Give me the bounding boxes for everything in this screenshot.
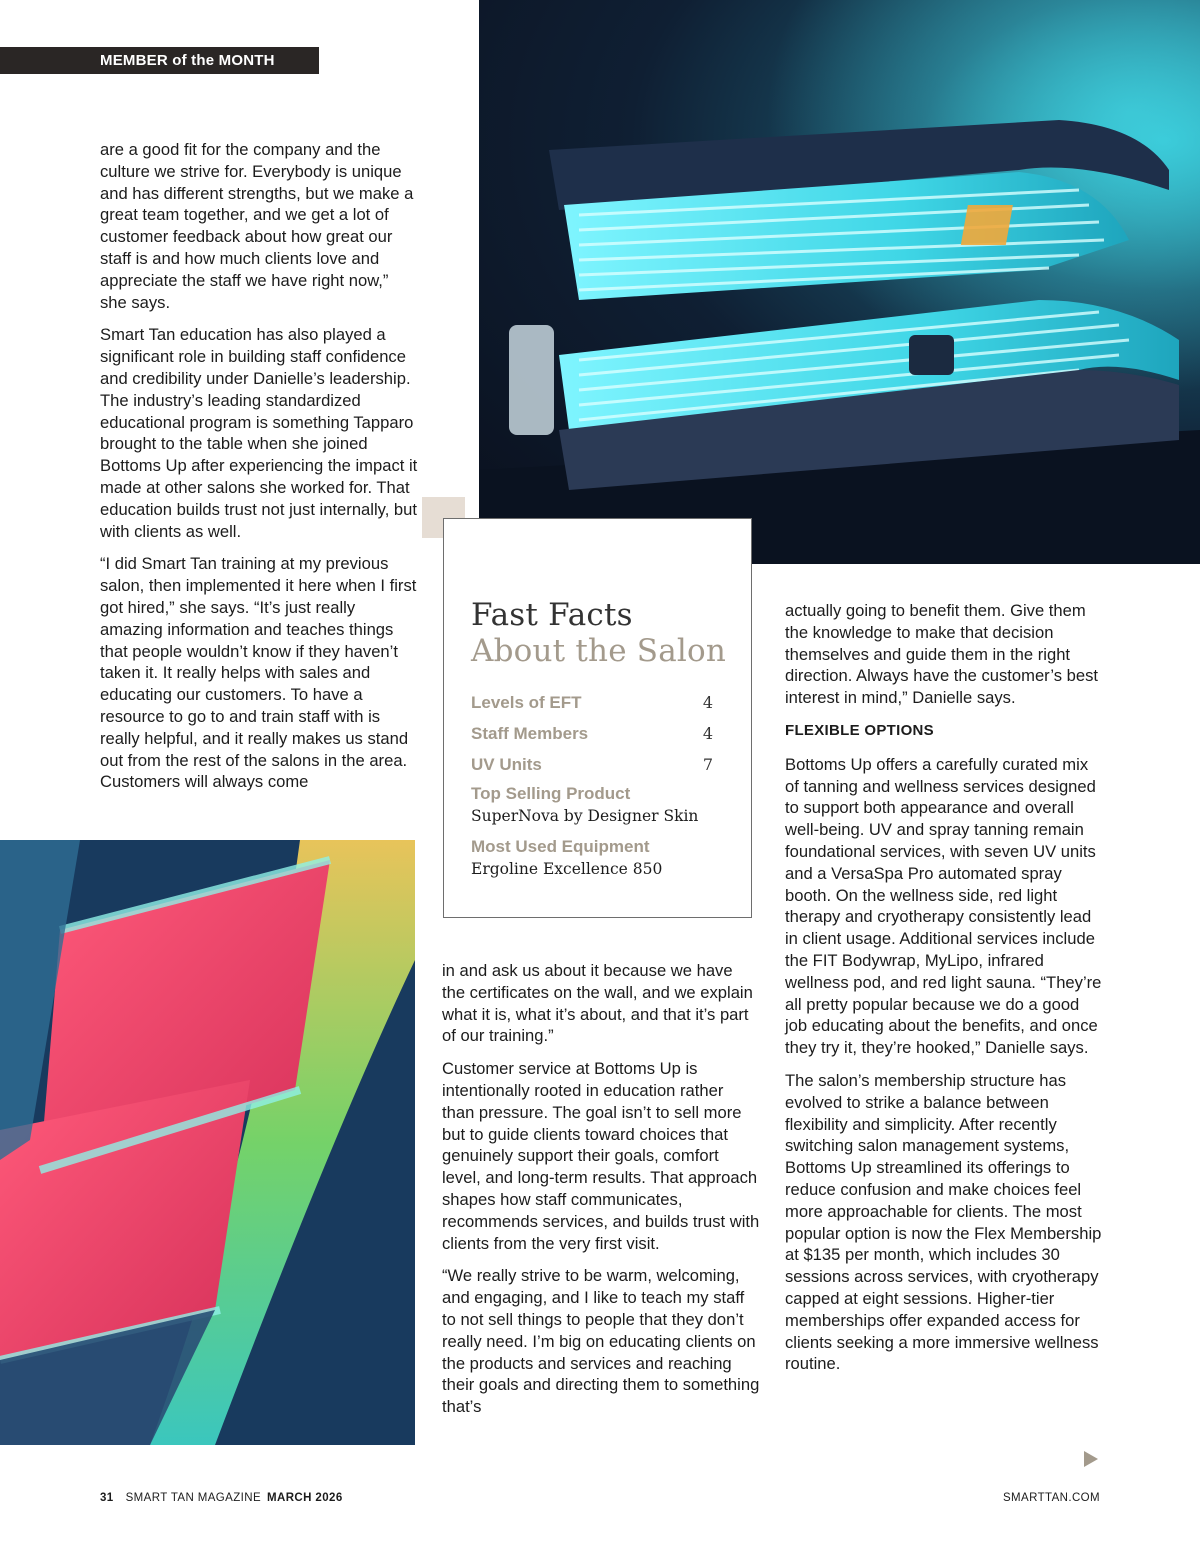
fact-row-eft: [471, 687, 713, 718]
body-paragraph: The salon’s membership structure has evolved to strike a balance between flexibility and simplicity. After recently switching salon management systems, Bottoms Up streamlined its offerings to reduce confusion and make choices feel more approachable for clients. The most popular option is now the Flex Membership at $135 per month, which includes 30 sessions across services, with cryotherapy capped at eight sessions. Higher-tier memberships offer expanded access for clients seeking a more immersive wellness routine.: [785, 1070, 1102, 1374]
fast-facts-list: [471, 687, 713, 886]
body-paragraph: “We really strive to be warm, welcoming, and engaging, and I like to teach my staff to not sell things to people that they don’t really need. I’m big on educating clients on the products and services and reaching their goals and directing them to something that’s: [442, 1266, 760, 1417]
fact-row-staff: [471, 718, 713, 749]
page-number: 31: [100, 1492, 114, 1504]
tanning-bed-illustration: [479, 0, 1200, 564]
body-paragraph: in and ask us about it because we have the certificates on the wall, and we explain what it is, what it’s about, and that it’s part of our training.”: [442, 961, 753, 1046]
section-tag: MEMBER of the MONTH: [0, 47, 319, 74]
fact-value: 4: [702, 724, 713, 743]
fact-value: 4: [702, 693, 713, 712]
article-column-2: [442, 960, 760, 1429]
fact-label: Top Selling Product: [471, 784, 631, 803]
fast-facts-box: [443, 518, 752, 918]
magazine-name: SMART TAN MAGAZINE: [125, 1492, 262, 1504]
fact-top-selling: [471, 782, 713, 833]
fact-row-uv: [471, 749, 713, 780]
fact-value: Ergoline Excellence 850: [471, 860, 663, 878]
canopy-illustration: [0, 840, 415, 1445]
fact-value: SuperNova by Designer Skin: [471, 807, 699, 825]
canopy-closeup-photo: [0, 840, 415, 1445]
fact-label: Most Used Equipment: [471, 837, 650, 856]
fact-label: Staff Members: [471, 723, 589, 743]
body-paragraph: actually going to benefit them. Give them the knowledge to make that decision themselves and guide them in the right direction. Always have the customer’s best interest in mind,” Danielle says.: [785, 601, 1098, 708]
fact-most-used: [471, 835, 713, 886]
fact-label: UV Units: [471, 754, 542, 774]
article-column-3: [785, 600, 1103, 1386]
fact-value: 7: [702, 755, 713, 774]
body-paragraph: are a good fit for the company and the culture we strive for. Everybody is unique and has different strengths, but we make a great team together, and we get a lot of customer feedback about how great our staff is and how much clients love and appreciate the staff we have right now,” she says.: [100, 140, 414, 312]
tanning-bed-photo: [479, 0, 1200, 564]
fact-label: Levels of EFT: [471, 692, 582, 712]
play-triangle-icon[interactable]: [1084, 1451, 1098, 1467]
issue-date: MARCH 2026: [267, 1492, 343, 1504]
body-paragraph: “I did Smart Tan training at my previous salon, then implemented it here when I first got hired,” she says. “It’s just really amazing information and teaches things that people wouldn’t know if they haven’t taken it. It really helps with sales and educating our customers. To have a resource to go to and train staff with is really helpful, and it really makes us stand out from the rest of the salons in the area. Customers will always come: [100, 554, 417, 792]
footer-left: [100, 1492, 343, 1504]
body-paragraph: Smart Tan education has also played a significant role in building staff confidence and credibility under Danielle’s leadership. The industry’s leading standardized educational program is something Tapparo brought to the table when she joined Bottoms Up after experiencing the impact it made at other salons she worked for. That education builds trust not just internally, but with clients as well.: [100, 325, 418, 541]
footer-website[interactable]: SMARTTAN.COM: [1002, 1492, 1100, 1504]
fast-facts-title: Fast Facts: [471, 597, 633, 633]
article-column-1: [100, 139, 418, 804]
section-subhead: FLEXIBLE OPTIONS: [785, 721, 934, 739]
fast-facts-subtitle: About the Salon: [471, 633, 727, 669]
body-paragraph: Customer service at Bottoms Up is intentionally rooted in education rather than pressure. The goal isn’t to sell more but to guide clients toward choices that genuinely support their goals, comfort level, and long-term results. That approach shapes how staff communicates, recommends services, and builds trust with clients from the very first visit.: [442, 1059, 760, 1253]
body-paragraph: Bottoms Up offers a carefully curated mix of tanning and wellness services designed to support both appearance and overall well-being. UV and spray tanning remain foundational services, with seven UV units and a VersaSpa Pro automated spray booth. On the wellness side, red light therapy and cryotherapy consistently lead in client usage. Additional services include the FIT Bodywrap, MyLipo, infrared wellness pod, and red light sauna. “They’re all pretty popular because we do a good job educating about the benefits, and once they try it, they’re hooked,” Danielle says.: [785, 754, 1102, 1058]
